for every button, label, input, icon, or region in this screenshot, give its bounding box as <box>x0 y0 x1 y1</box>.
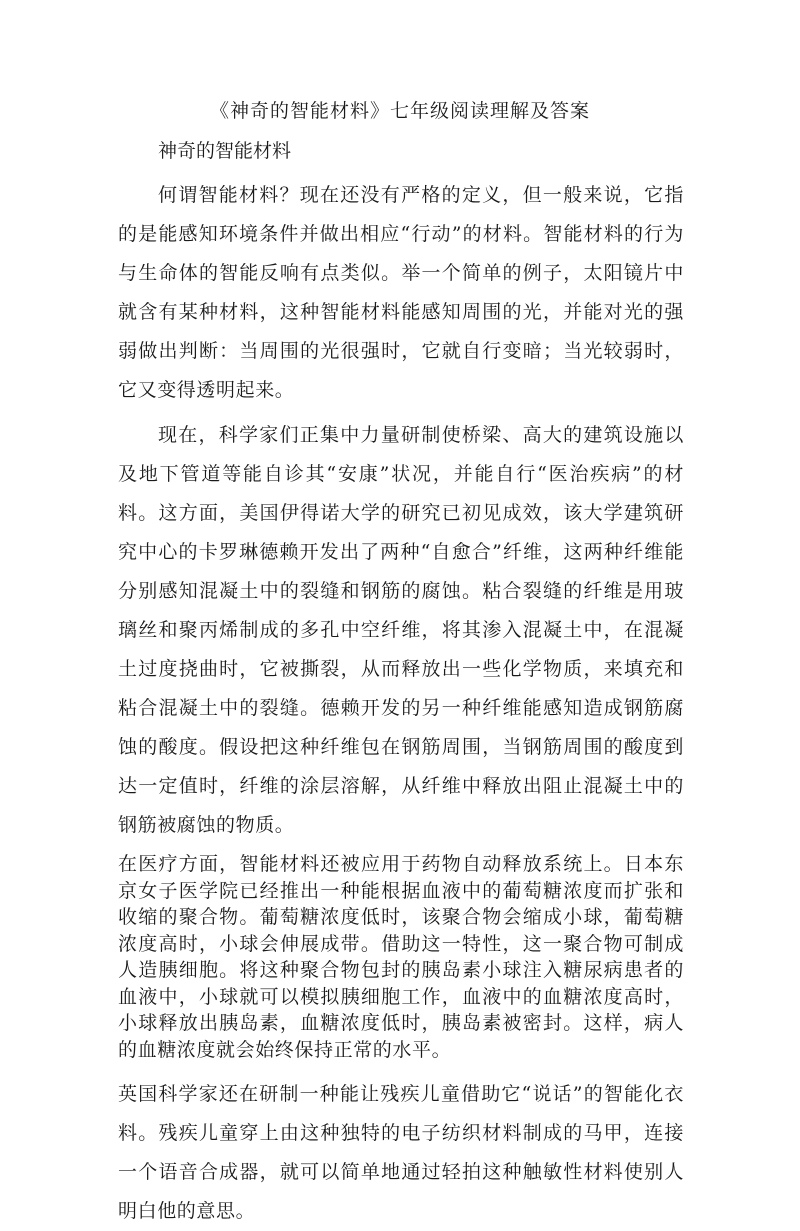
paragraph-3: 在医疗方面，智能材料还被应用于药物自动释放系统上。日本东京女子医学院已经推出一种能根据血液中的葡萄糖浓度而扩张和收缩的聚合物。葡萄糖浓度低时，该聚合物会缩成小球，葡萄糖浓度高时，小球会伸展成带。借助这一特性，这一聚合物可制成人造胰细胞。将这种聚合物包封的胰岛素小球注入糖尿病患者的血液中，小球就可以模拟胰细胞工作，血液中的血糖浓度高时，小球释放出胰岛素，血糖浓度低时，胰岛素被密封。这样，病人的血糖浓度就会始终保持正常的水平。 <box>118 853 684 1061</box>
paragraph-4: 英国科学家还在研制一种能让残疾儿童借助它“说话”的智能化衣料。残疾儿童穿上由这种独特的电子纺织材料制成的马甲，连接一个语音合成器，就可以简单地通过轻拍这种触敏性材料使别人明白他的意思。 <box>118 1083 684 1222</box>
article-heading: 神奇的智能材料 <box>158 140 292 162</box>
document-title: 《神奇的智能材料》七年级阅读理解及答案 <box>209 100 590 122</box>
document-body <box>118 136 684 1231</box>
paragraph-1: 何谓智能材料？现在还没有严格的定义，但一般来说，它指的是能感知环境条件并做出相应“行动”的材料。智能材料的行为与生命体的智能反响有点类似。举一个简单的例子，太阳镜片中就含有某种材料，这种智能材料能感知周围的光，并能对光的强弱做出判断：当周围的光很强时，它就自行变暗；当光较弱时，它又变得透明起来。 <box>118 184 684 401</box>
paragraph-2: 现在，科学家们正集中力量研制使桥梁、高大的建筑设施以及地下管道等能自诊其“安康”状况，并能自行“医治疾病”的材料。这方面，美国伊得诺大学的研究已初见成效，该大学建筑研究中心的卡罗琳德赖开发出了两种“自愈合”纤维，这两种纤维能分别感知混凝土中的裂缝和钢筋的腐蚀。粘合裂缝的纤维是用玻璃丝和聚丙烯制成的多孔中空纤维，将其渗入混凝土中，在混凝土过度挠曲时，它被撕裂，从而释放出一些化学物质，来填充和粘合混凝土中的裂缝。德赖开发的另一种纤维能感知造成钢筋腐蚀的酸度。假设把这种纤维包在钢筋周围，当钢筋周围的酸度到达一定值时，纤维的涂层溶解，从纤维中释放出阻止混凝土中的钢筋被腐蚀的物质。 <box>118 424 684 836</box>
